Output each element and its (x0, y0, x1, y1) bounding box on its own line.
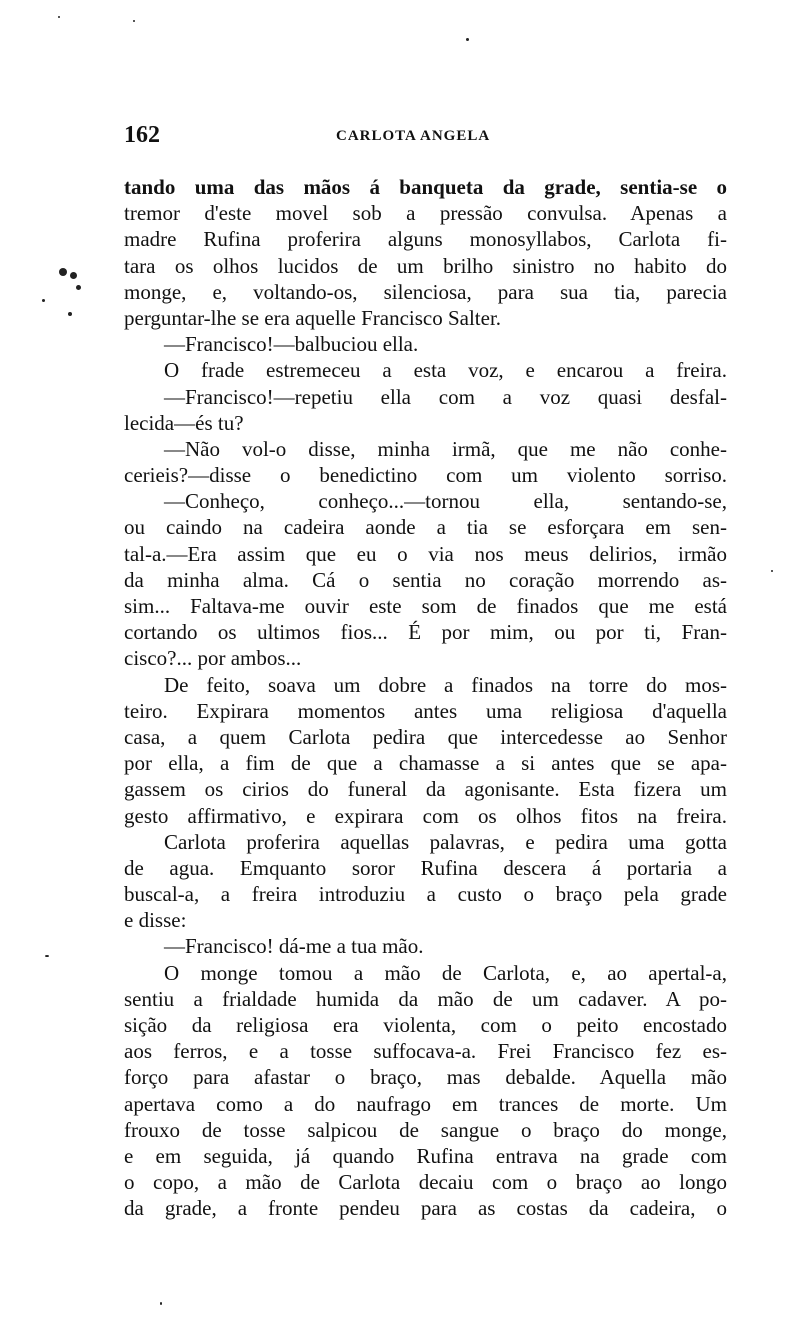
text-line: tremor d'este movel sob a pressão convulsa. Apenas a (124, 201, 727, 226)
text-line: de agua. Emquanto soror Rufina descera á portaria a (124, 855, 727, 880)
text-line: —Conheço, conheço...—tornou ella, sentando-se, (164, 489, 727, 514)
text-line: ou caindo na cadeira aonde a tia se esforçara em sen- (124, 515, 727, 540)
text-line: tara os olhos lucidos de um brilho sinistro no habito do (124, 253, 727, 278)
text-line: —Francisco!—balbuciou ella. (164, 332, 419, 357)
text-line: forço para afastar o braço, mas debalde. Aquella mão (124, 1065, 727, 1090)
text-line: por ella, a fim de que a chamasse a si antes que se apa- (124, 751, 727, 776)
running-title: CARLOTA ANGELA (336, 128, 491, 144)
text-line: perguntar-lhe se era aquelle Francisco Salter. (124, 305, 502, 330)
text-line: apertava como a do naufrago em trances de morte. Um (124, 1091, 727, 1116)
text-line: e em seguida, já quando Rufina entrava na grade com (124, 1143, 727, 1168)
scan-speck (466, 38, 469, 41)
text-line: cerieis?—disse o benedictino com um violento sorriso. (124, 463, 727, 488)
scan-speck (58, 16, 60, 18)
text-line: o copo, a mão de Carlota decaiu com o braço ao longo (124, 1170, 727, 1195)
text-line: da minha alma. Cá o sentia no coração morrendo as- (124, 567, 727, 592)
text-line: O monge tomou a mão de Carlota, e, ao apertal-a, (164, 960, 727, 985)
text-line: —Francisco! dá-me a tua mão. (164, 934, 424, 959)
text-line: De feito, soava um dobre a finados na torre do mos- (164, 672, 727, 697)
text-line: teiro. Expirara momentos antes uma religiosa d'aquella (124, 698, 727, 723)
text-line: cisco?... por ambos... (124, 646, 302, 671)
text-line: sentiu a frialdade humida da mão de um cadaver. A po- (124, 986, 727, 1011)
scan-speck (59, 268, 67, 276)
scan-speck (160, 1302, 162, 1305)
text-line: lecida—és tu? (124, 410, 244, 435)
scan-speck (42, 299, 45, 302)
scan-speck (133, 20, 135, 22)
text-line: —Não vol-o disse, minha irmã, que me não conhe- (164, 436, 727, 461)
text-line: buscal-a, a freira introduziu a custo o braço pela grade (124, 882, 727, 907)
scan-speck (70, 272, 77, 279)
text-line: cortando os ultimos fios... É por mim, ou por ti, Fran- (124, 620, 727, 645)
text-line: monge, e, voltando-os, silenciosa, para sua tia, parecia (124, 279, 727, 304)
text-line: madre Rufina proferira alguns monosyllabos, Carlota fi- (124, 227, 727, 252)
text-line: aos ferros, e a tosse suffocava-a. Frei Francisco fez es- (124, 1039, 727, 1064)
scan-speck (68, 312, 72, 316)
text-line: frouxo de tosse salpicou de sangue o braço do monge, (124, 1117, 727, 1142)
text-line: Carlota proferira aquellas palavras, e pedira uma gotta (164, 829, 727, 854)
text-line: tal-a.—Era assim que eu o via nos meus delirios, irmão (124, 541, 727, 566)
scan-speck (76, 285, 81, 290)
scan-speck (45, 955, 49, 957)
page-number: 162 (124, 122, 160, 148)
page-header (124, 122, 724, 152)
text-line: O frade estremeceu a esta voz, e encarou a freira. (164, 358, 727, 383)
body-text (124, 174, 727, 1222)
text-line: tando uma das mãos á banqueta da grade, sentia-se o (124, 175, 727, 199)
text-line: sim... Faltava-me ouvir este som de finados que me está (124, 594, 727, 618)
text-line: sição da religiosa era violenta, com o peito encostado (124, 1013, 727, 1037)
text-line: e disse: (124, 908, 187, 933)
text-line: da grade, a fronte pendeu para as costas da cadeira, o (124, 1196, 727, 1221)
scan-speck (771, 570, 773, 572)
text-line: gassem os cirios do funeral da agonisante. Esta fizera um (124, 777, 727, 802)
text-line: casa, a quem Carlota pedira que intercedesse ao Senhor (124, 724, 727, 749)
text-line: —Francisco!—repetiu ella com a voz quasi desfal- (164, 384, 727, 409)
text-line: gesto affirmativo, e expirara com os olhos fitos na freira. (124, 803, 727, 828)
